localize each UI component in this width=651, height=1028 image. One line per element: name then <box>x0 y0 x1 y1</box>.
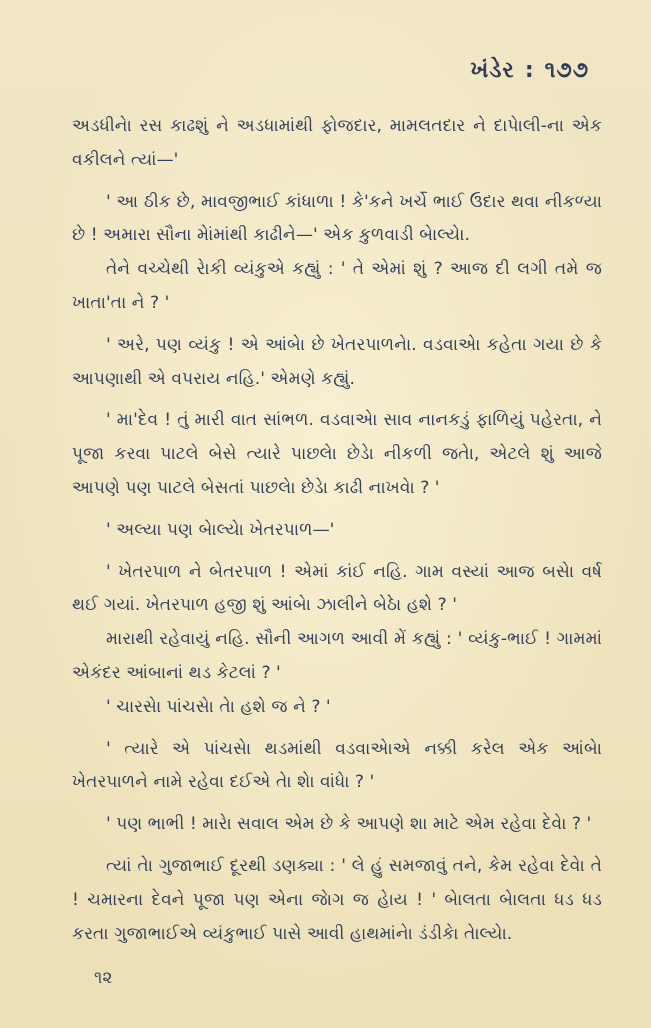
paragraph: ' ચારસેા પાંચસેા તેા હશે જ ને ? ' <box>106 696 331 717</box>
paragraph: અડધીનેા રસ કાઢશું ને અડધામાંથી ફોજદાર, મામલતદાર ને દાપેાલી-ના એક વકીલને ત્યાં—' <box>72 116 602 170</box>
paragraph: ' આ ઠીક છે, માવજીભાઈ કાંધાળા ! કે'કને ખર્ચે ભાઈ ઉદાર થવા નીકળ્યા છે ! અમારા સૌના મેાંમાંથી કાઢીને—' એક કુળવાડી બેાલ્યેા. <box>72 191 602 246</box>
paragraph: ' મા'દેવ ! તું મારી વાત સાંભળ. વડવાએા સાવ નાનકડું ફાળિયું પહેરતા, ને પૂજા કરવા પાટલે બેસે ત્યારે પાછલેા છેડેા નીકળી જતેા, એટલે શું આજે આપણે પણ પાટલે બેસતાં પાછલેા છેડેા કાઢી નાખવેા ? ' <box>72 410 602 498</box>
paragraph: ' ખેતરપાળ ને બેતરપાળ ! એમાં કાંઈ નહિ. ગામ વસ્યાં આજ બસેા વર્ષ થઈ ગયાં. ખેતરપાળ હજી શું આંબેા ઝાલીને બેઠેા હશે ? ' <box>72 561 602 616</box>
running-header <box>470 58 589 83</box>
paragraph: ' પણ ભાભી ! મારેા સવાલ એમ છે કે આપણે શા માટે એમ રહેવા દેવેા ? ' <box>106 814 592 835</box>
page-number: ૧૭૭ <box>544 58 589 83</box>
header-separator: : <box>524 58 535 83</box>
paragraph: ત્યાં તેા ગુજાભાઈ દૂરથી ડણક્યા : ' લે હું સમજાવું તને, કેમ રહેવા દેવેા તે ! ચમારના દેવને પૂજા પણ એના જેાગ જ હેાય ! ' બેાલતા બેાલતા ધડ ધડ કરતા ગુજાભાઈએ વ્યંકુભાઈ પાસે આવી હાથમાંનેા ડંડીકેા તેાલ્યેા. <box>72 855 602 944</box>
paragraph: તેને વચ્ચેથી રેાકી વ્યંકુએ કહ્યું : ' તે એમાં શું ? આજ દી લગી તમે જ ખાતા'તા ને ? ' <box>72 259 602 313</box>
page-body <box>72 110 602 951</box>
section-title: ખંડેર <box>470 58 515 83</box>
paragraph: ' અલ્યા પણ બેાલ્યેા ખેતરપાળ—' <box>106 519 335 540</box>
paragraph: ' અરે, પણ વ્યંકુ ! એ આંબેા છે ખેતરપાળનેા. વડવાએા કહેતા ગયા છે કે આપણાથી એ વપરાય નહિ.' એમણે કહ્યું. <box>72 334 602 389</box>
signature-mark: ૧૨ <box>94 968 113 988</box>
paragraph: મારાથી રહેવાયું નહિ. સૌની આગળ આવી મેં કહ્યું : ' વ્યંકુ-ભાઈ ! ગામમાં એકંદર આંબાનાં થડ કેટલાં ? ' <box>72 629 602 683</box>
paragraph: ' ત્યારે એ પાંચસેા થડમાંથી વડવાએાએ નક્કી કરેલ એક આંબેા ખેતરપાળને નામે રહેવા દઈએ તેા શેા વાંધેા ? ' <box>72 738 602 793</box>
